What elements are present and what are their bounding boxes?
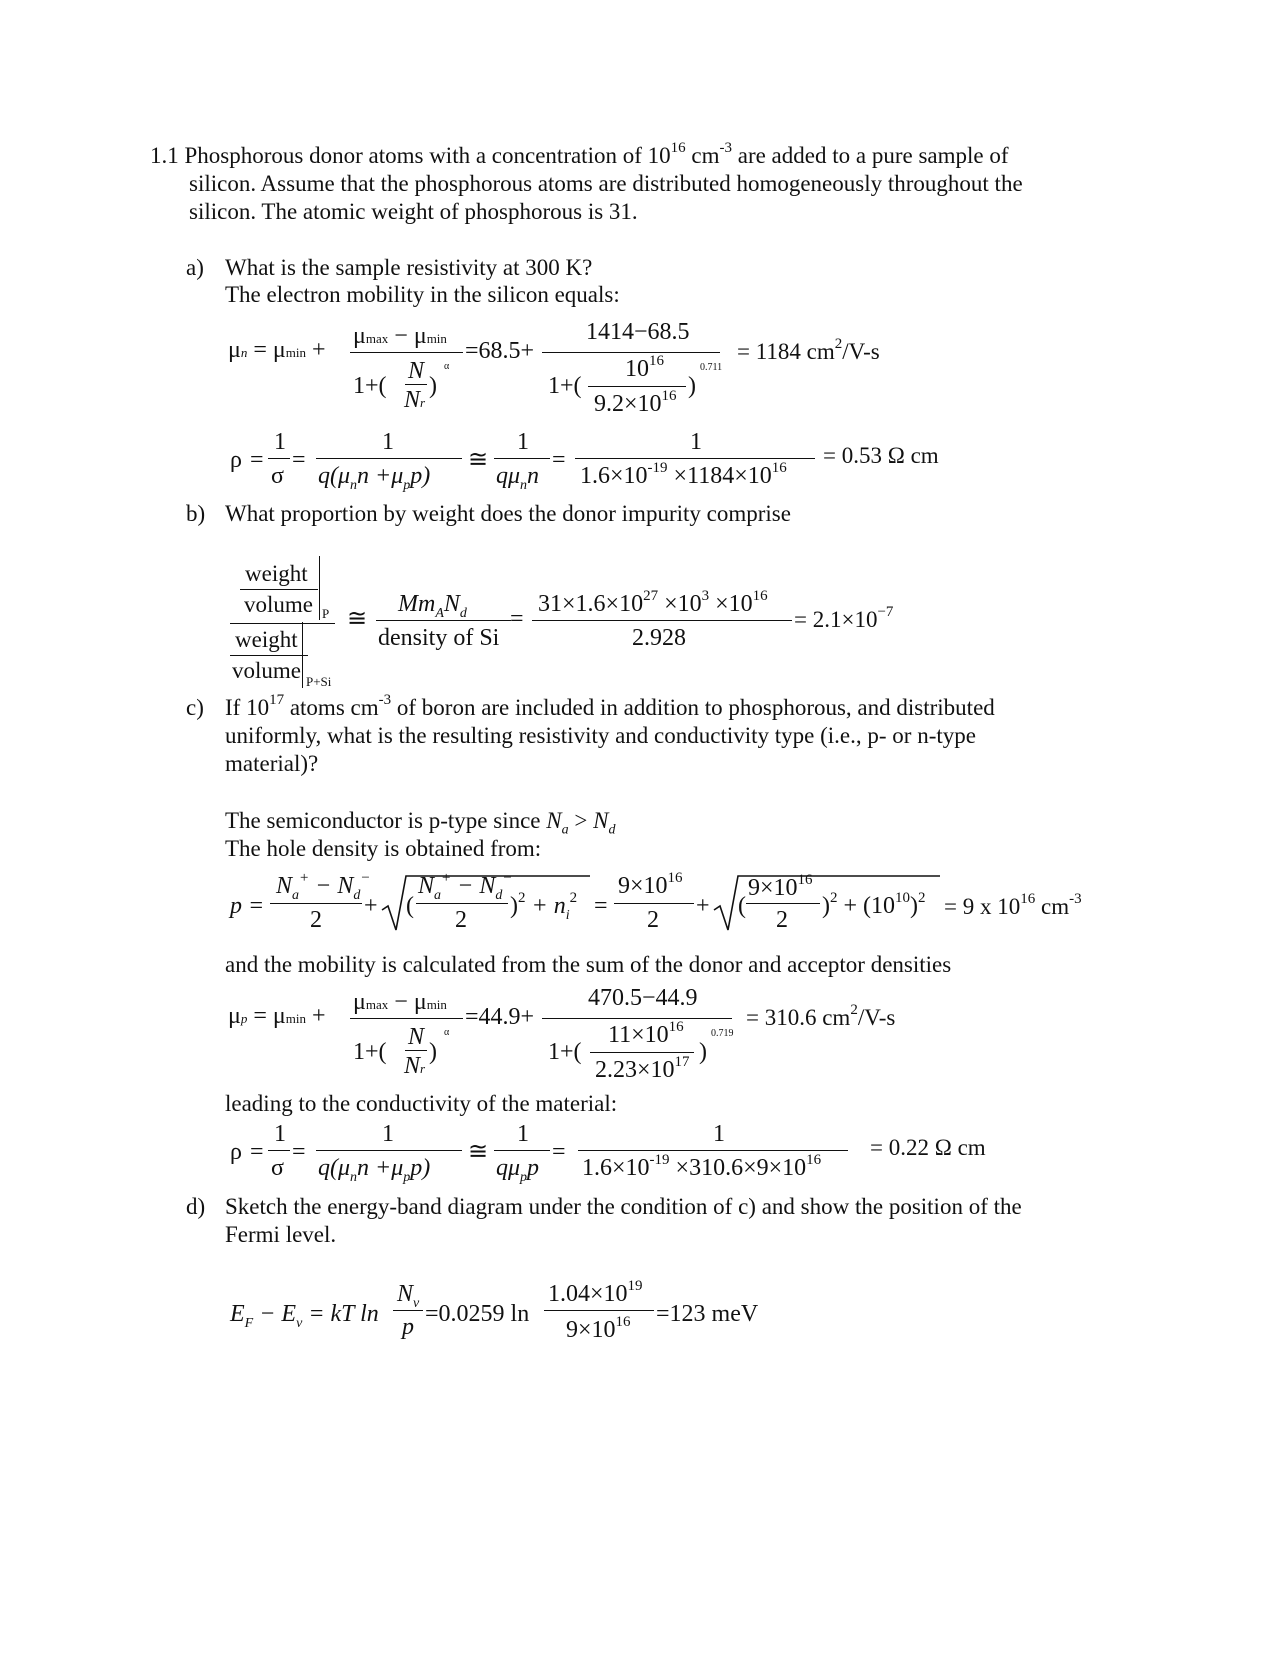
part-c-label: c) xyxy=(186,695,204,720)
part-a-intro: The electron mobility in the silicon equals: xyxy=(225,282,620,307)
ptype-statement: The semiconductor is p-type since $N_a > N_d$ xyxy=(225,808,616,838)
part-a-question: What is the sample resistivity at 300 K? xyxy=(225,255,593,280)
conductivity-intro: leading to the conductivity of the material: xyxy=(225,1091,618,1116)
part-b-label: b) xyxy=(186,501,206,526)
part-c-question-2: uniformly, what is the resulting resistivity and conductivity type (i.e., p- or n-type xyxy=(225,723,976,748)
fraction-bar xyxy=(350,352,463,353)
part-d-question-2: Fermi level. xyxy=(225,1222,337,1247)
problem-line-2: silicon. Assume that the phosphorous atoms are distributed homogeneously throughout the xyxy=(189,171,1023,196)
part-d-label: d) xyxy=(186,1194,206,1219)
part-b-question: What proportion by weight does the donor impurity comprise xyxy=(225,501,791,526)
problem-number: 1.1 xyxy=(150,143,179,168)
problem-line-1: 1.1 Phosphorous donor atoms with a concentration of $10^{16}$ $cm^{-3}$ are added to a pure sample of xyxy=(150,140,1009,168)
problem-line-3: silicon. The atomic weight of phosphorous is 31. xyxy=(189,199,638,224)
hole-density-intro: The hole density is obtained from: xyxy=(225,836,542,861)
mobility-intro: and the mobility is calculated from the sum of the donor and acceptor densities xyxy=(225,952,952,977)
part-c-question-1: If $10^{17}$ atoms $cm^{-3}$ of boron are included in addition to phosphorous, and distributed xyxy=(225,692,995,720)
part-d-question-1: Sketch the energy-band diagram under the condition of c) and show the position of the xyxy=(225,1194,1022,1219)
part-a-label: a) xyxy=(186,255,204,280)
part-c-question-3: material)? xyxy=(225,751,319,776)
